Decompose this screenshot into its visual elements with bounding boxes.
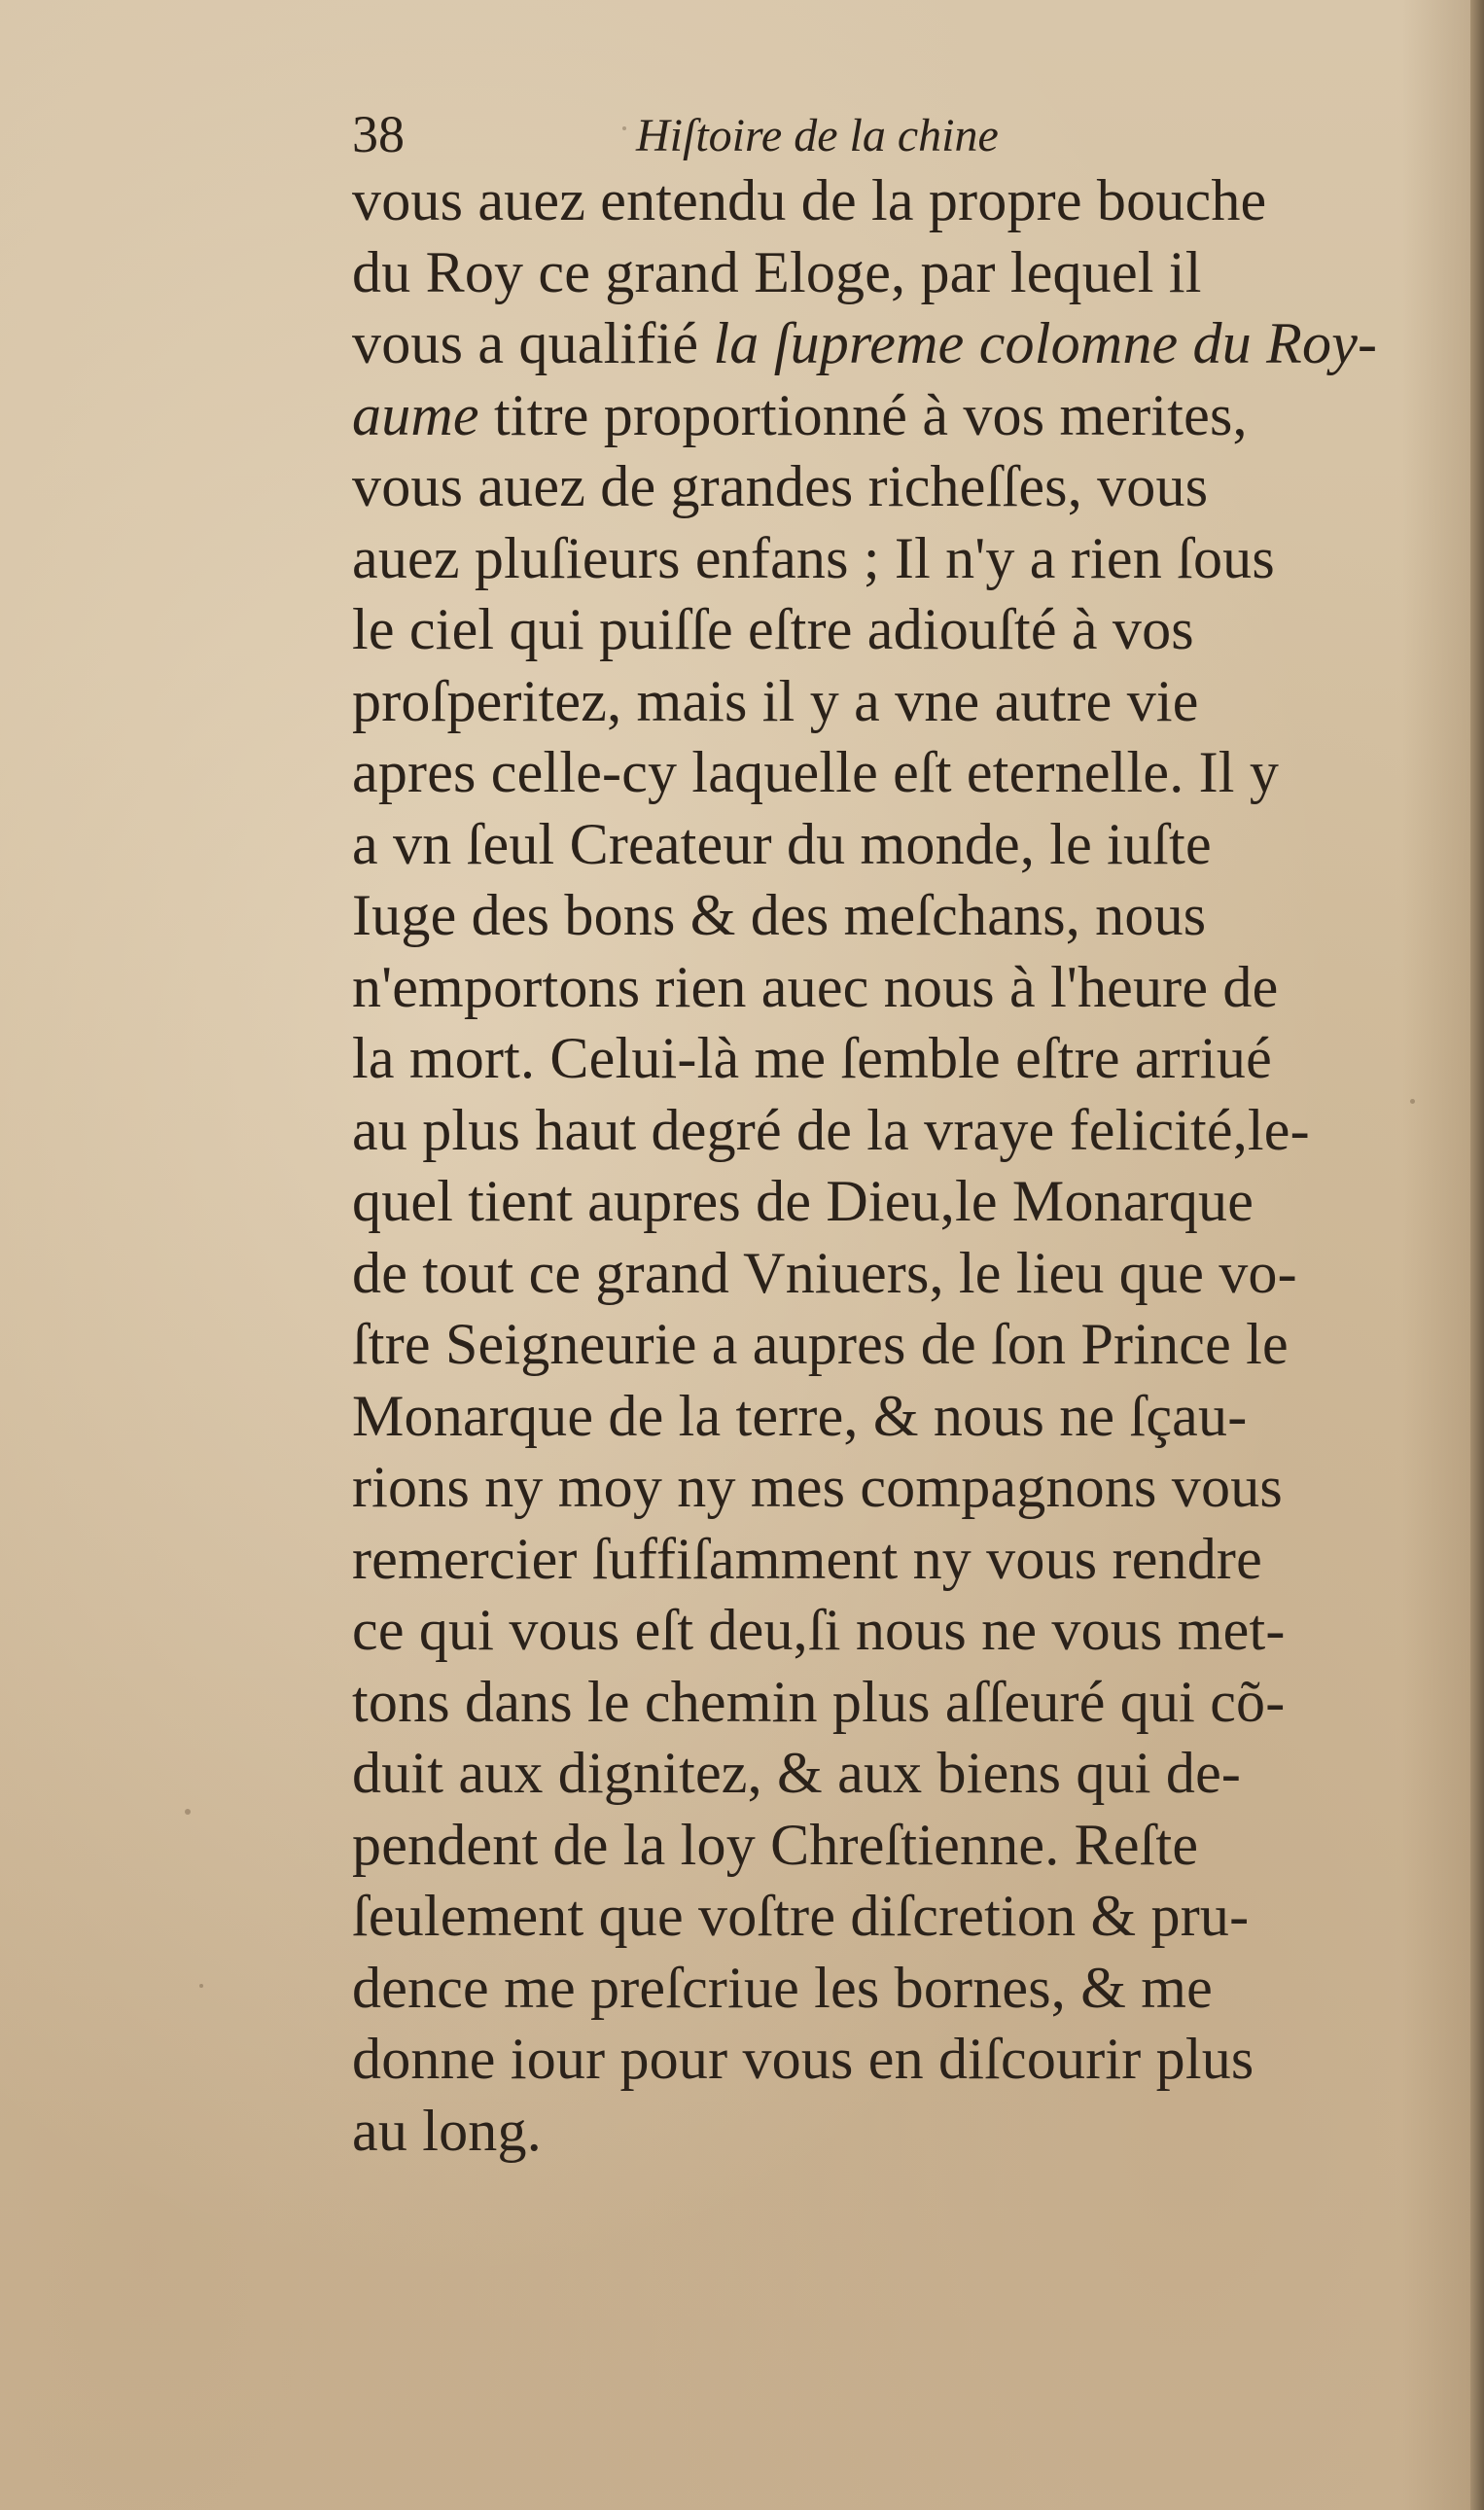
text-line <box>352 523 1422 595</box>
text-run: tons dans le chemin plus aſſeuré qui cõ- <box>352 1669 1286 1734</box>
text-line <box>352 1095 1422 1167</box>
body-text <box>352 165 1422 2167</box>
text-line <box>352 1238 1422 1310</box>
text-run: rions ny moy ny mes compagnons vous <box>352 1455 1283 1519</box>
text-line <box>352 1309 1422 1381</box>
text-line <box>352 880 1422 952</box>
text-run: ce qui vous eſt deu,ſi nous ne vous met- <box>352 1598 1286 1662</box>
text-line <box>352 237 1422 309</box>
paper-speck <box>185 1809 191 1815</box>
text-run: remercier ſuffiſamment ny vous rendre <box>352 1526 1262 1591</box>
text-run: au long. <box>352 2098 542 2163</box>
page-header <box>352 105 1227 173</box>
text-line <box>352 952 1422 1024</box>
text-line <box>352 308 1422 380</box>
text-run: n'emportons rien auec nous à l'heure de <box>352 954 1279 1019</box>
page-number: 38 <box>352 105 405 163</box>
text-line <box>352 1667 1422 1739</box>
text-line <box>352 1810 1422 1882</box>
page-edge <box>1470 0 1484 2510</box>
text-line <box>352 809 1422 881</box>
text-line <box>352 2024 1422 2096</box>
text-run: dence me preſcriue les bornes, & me <box>352 1955 1213 2020</box>
text-run: la mort. Celui-là me ſemble eſtre arriué <box>352 1026 1272 1090</box>
text-run: le ciel qui puiſſe eſtre adiouſté à vos <box>352 597 1194 661</box>
text-run: titre proportionné à vos merites, <box>478 382 1248 447</box>
text-run: proſperitez, mais il y a vne autre vie <box>352 668 1199 733</box>
text-run: apres celle-cy laquelle eſt eternelle. Il y <box>352 740 1280 804</box>
italic-text: aume <box>352 382 479 447</box>
text-run: de tout ce grand Vniuers, le lieu que vo- <box>352 1240 1297 1305</box>
text-run: au plus haut degré de la vraye felicité,le- <box>352 1097 1310 1162</box>
italic-text: la ſupreme colomne du Roy- <box>713 311 1378 375</box>
text-line <box>352 380 1422 452</box>
text-run: du Roy ce grand Eloge, par lequel il <box>352 239 1202 304</box>
running-head: Hiſtoire de la chine <box>636 110 999 161</box>
text-line <box>352 666 1422 738</box>
text-line <box>352 1023 1422 1095</box>
text-run: quel tient aupres de Dieu,le Monarque <box>352 1169 1254 1233</box>
text-run: auez pluſieurs enfans ; Il n'y a rien ſous <box>352 525 1275 590</box>
text-line <box>352 1381 1422 1453</box>
text-run: duit aux dignitez, & aux biens qui de- <box>352 1741 1242 1805</box>
text-run: vous auez entendu de la propre bouche <box>352 168 1267 232</box>
text-line <box>352 1452 1422 1524</box>
text-run: vous a qualifié <box>352 311 714 375</box>
text-line <box>352 1524 1422 1596</box>
text-line <box>352 1953 1422 2025</box>
text-line <box>352 2096 1422 2168</box>
text-line <box>352 451 1422 523</box>
text-line <box>352 1738 1422 1810</box>
text-line <box>352 737 1422 809</box>
text-run: a vn ſeul Createur du monde, le iuſte <box>352 811 1212 876</box>
text-line <box>352 1881 1422 1953</box>
text-line <box>352 165 1422 237</box>
text-run: donne iour pour vous en diſcourir plus <box>352 2027 1254 2091</box>
paper-speck <box>199 1984 203 1988</box>
text-run: ſeulement que voſtre diſcretion & pru- <box>352 1884 1250 1948</box>
text-line <box>352 1166 1422 1238</box>
text-run: Monarque de la terre, & nous ne ſçau- <box>352 1383 1248 1448</box>
text-run: Iuge des bons & des meſchans, nous <box>352 883 1207 947</box>
text-line <box>352 1595 1422 1667</box>
text-run: ſtre Seigneurie a aupres de ſon Prince le <box>352 1312 1289 1376</box>
text-run: vous auez de grandes richeſſes, vous <box>352 454 1209 518</box>
text-run: pendent de la loy Chreſtienne. Reſte <box>352 1812 1199 1877</box>
text-line <box>352 594 1422 666</box>
